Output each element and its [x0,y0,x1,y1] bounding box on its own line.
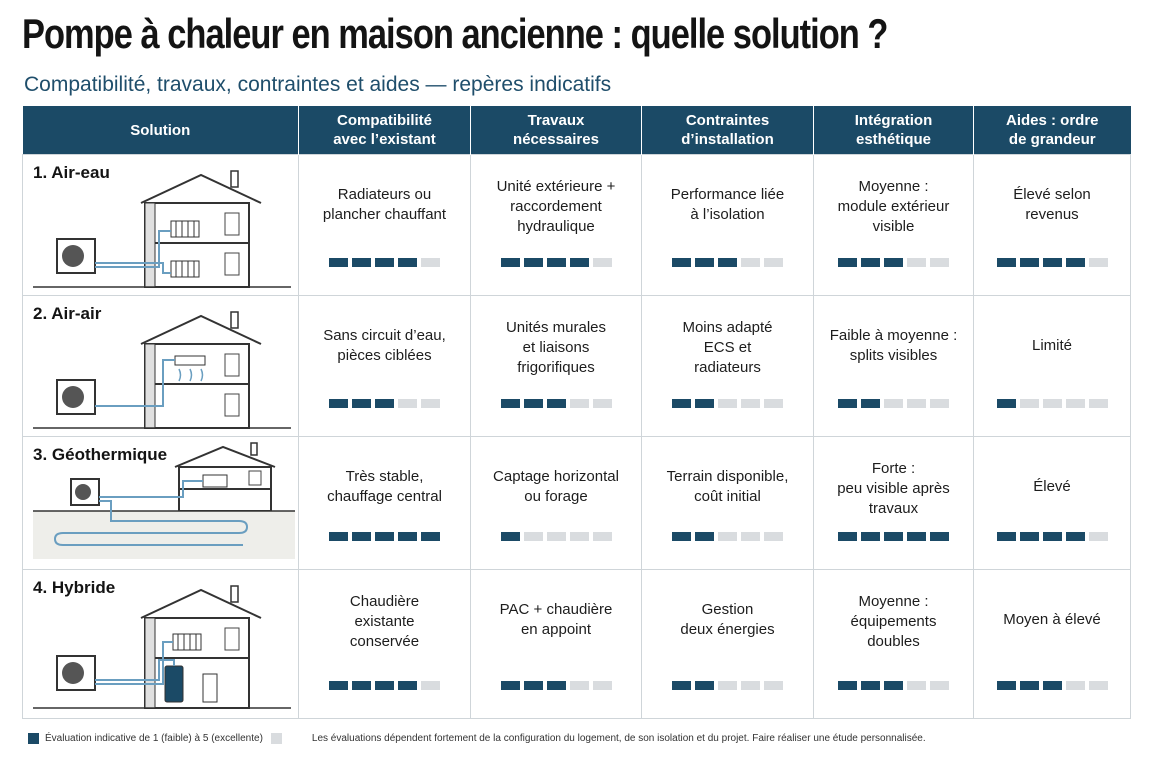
rating-segment-empty [593,399,612,408]
rating-segment-filled [1066,258,1085,267]
cell-text: Élevé [1033,478,1071,495]
rating-segment-empty [764,258,783,267]
cell-text: PAC + chaudière en appoint [499,601,613,638]
solution-label: 1. Air-eau [33,163,110,182]
compatibility-cell [299,155,471,296]
rating-segment-filled [997,532,1016,541]
rating-bar [814,399,973,408]
rating-segment-filled [501,681,520,690]
rating-segment-empty [398,399,417,408]
cell-text: Chaudière existante conservée [349,593,420,650]
rating-segment-filled [1043,532,1062,541]
rating-bar [471,399,641,408]
works-cell [471,155,642,296]
subsidies-cell [974,155,1131,296]
rating-segment-empty [764,399,783,408]
cell-text: Sans circuit d’eau, pièces ciblées [323,327,446,364]
rating-segment-filled [838,681,857,690]
rating-segment-empty [421,399,440,408]
rating-bar [299,681,470,690]
cell-text: Terrain disponible, coût initial [666,468,789,505]
rating-segment-empty [764,681,783,690]
works-cell [471,437,642,570]
cell-text: Élevé selon revenus [1013,186,1091,223]
rating-segment-empty [930,258,949,267]
rating-bar [642,532,813,541]
rating-segment-empty [570,681,589,690]
rating-segment-empty [907,258,926,267]
cell-text: Forte : peu visible après travaux [837,460,950,517]
rating-segment-filled [997,258,1016,267]
rating-segment-filled [329,532,348,541]
rating-segment-filled [421,532,440,541]
rating-segment-empty [1043,399,1062,408]
rating-segment-empty [1089,258,1108,267]
rating-segment-empty [884,399,903,408]
subsidies-cell [974,437,1131,570]
cell-text: Radiateurs ou plancher chauffant [322,186,447,223]
rating-segment-filled [547,258,566,267]
rating-segment-empty [1066,399,1085,408]
rating-segment-empty [930,681,949,690]
subsidies-cell [974,296,1131,437]
rating-segment-filled [997,681,1016,690]
rating-bar [814,681,973,690]
rating-segment-filled [501,532,520,541]
rating-segment-filled [672,681,691,690]
table-header-row [23,106,1131,155]
rating-segment-empty [1089,532,1108,541]
rating-segment-filled [501,399,520,408]
rating-segment-filled [1020,258,1039,267]
solution-cell [23,155,299,296]
rating-segment-filled [352,681,371,690]
constraints-cell [642,155,814,296]
cell-text: Performance liée à l’isolation [670,186,785,223]
header-compatibility: Compatibilité avec l’existant [299,106,471,155]
rating-segment-filled [695,681,714,690]
rating-segment-filled [997,399,1016,408]
rating-segment-filled [1043,681,1062,690]
works-cell [471,296,642,437]
compatibility-cell [299,296,471,437]
cell-text: Moins adapté ECS et radiateurs [682,319,773,376]
rating-segment-empty [764,532,783,541]
solution-cell [23,437,299,570]
rating-segment-empty [570,399,589,408]
rating-segment-filled [1066,532,1085,541]
rating-segment-empty [741,399,760,408]
header-constraints: Contraintes d’installation [642,106,814,155]
rating-segment-filled [861,258,880,267]
rating-segment-filled [375,681,394,690]
rating-segment-filled [838,258,857,267]
cell-text: Très stable, chauffage central [327,468,442,505]
rating-segment-empty [741,258,760,267]
rating-segment-filled [352,258,371,267]
solution-label: 2. Air-air [33,304,102,323]
constraints-cell [642,437,814,570]
rating-bar [974,681,1130,690]
rating-segment-filled [1020,681,1039,690]
page-title: Pompe à chaleur en maison ancienne : quelle solution ? [22,10,888,57]
rating-segment-empty [593,258,612,267]
rating-segment-filled [838,399,857,408]
rating-segment-filled [695,532,714,541]
rating-segment-filled [861,681,880,690]
rating-segment-empty [421,681,440,690]
rating-segment-filled [672,258,691,267]
rating-bar [299,258,470,267]
rating-segment-filled [547,681,566,690]
aesthetics-cell [814,570,974,719]
solution-cell [23,570,299,719]
rating-segment-filled [524,681,543,690]
aesthetics-cell [814,437,974,570]
rating-segment-filled [695,258,714,267]
header-solution: Solution [23,106,299,155]
table-row [23,296,1131,437]
cell-text: Unités murales et liaisons frigorifiques [505,319,607,376]
rating-segment-empty [907,399,926,408]
compatibility-cell [299,437,471,570]
cell-text: Gestion deux énergies [680,601,775,638]
rating-segment-filled [375,399,394,408]
rating-segment-filled [930,532,949,541]
cell-text: Limité [1031,337,1072,354]
solution-label: 3. Géothermique [33,445,168,464]
rating-segment-filled [524,399,543,408]
rating-segment-filled [570,258,589,267]
rating-bar [642,681,813,690]
rating-segment-filled [1043,258,1062,267]
subsidies-cell [974,570,1131,719]
header-subsidies: Aides : ordre de grandeur [974,106,1131,155]
rating-bar [642,399,813,408]
rating-segment-empty [718,681,737,690]
rating-segment-filled [861,399,880,408]
rating-segment-filled [398,532,417,541]
rating-segment-filled [398,681,417,690]
rating-segment-empty [907,681,926,690]
table-row [23,570,1131,719]
aesthetics-cell [814,296,974,437]
rating-segment-filled [524,258,543,267]
rating-segment-filled [695,399,714,408]
rating-segment-filled [375,532,394,541]
legend-empty-swatch [271,733,282,744]
rating-segment-filled [672,399,691,408]
cell-text: Captage horizontal ou forage [493,468,619,505]
rating-segment-filled [1020,532,1039,541]
rating-segment-empty [741,532,760,541]
rating-segment-empty [524,532,543,541]
table-row [23,437,1131,570]
rating-segment-empty [1089,399,1108,408]
legend-filled-swatch [28,733,39,744]
rating-segment-empty [1020,399,1039,408]
rating-segment-filled [547,399,566,408]
rating-segment-empty [570,532,589,541]
cell-text: Moyen à élevé [1003,611,1101,628]
rating-segment-filled [398,258,417,267]
rating-segment-empty [718,532,737,541]
rating-segment-empty [1089,681,1108,690]
rating-segment-filled [501,258,520,267]
rating-segment-filled [907,532,926,541]
legend-footer [28,733,926,744]
rating-bar [974,258,1130,267]
rating-bar [974,399,1130,408]
rating-bar [814,258,973,267]
rating-bar [471,258,641,267]
rating-segment-empty [593,532,612,541]
works-cell [471,570,642,719]
rating-segment-filled [352,532,371,541]
cell-text: Faible à moyenne : splits visibles [829,327,958,364]
solution-label: 4. Hybride [33,578,116,597]
rating-bar [471,681,641,690]
rating-bar [299,399,470,408]
header-aesthetics: Intégration esthétique [814,106,974,155]
rating-segment-filled [352,399,371,408]
comparison-table [22,106,1131,719]
rating-bar [299,532,470,541]
cell-text: Moyenne : module extérieur visible [837,178,950,235]
aesthetics-cell [814,155,974,296]
rating-bar [974,532,1130,541]
constraints-cell [642,570,814,719]
page-subtitle: Compatibilité, travaux, contraintes et aides — repères indicatifs [24,73,612,96]
rating-segment-filled [884,532,903,541]
solution-cell [23,296,299,437]
rating-segment-filled [329,681,348,690]
rating-bar [814,532,973,541]
rating-segment-filled [718,258,737,267]
rating-bar [642,258,813,267]
rating-segment-filled [329,399,348,408]
rating-segment-empty [547,532,566,541]
cell-text: Unité extérieure + raccordement hydraulique [496,178,616,235]
compatibility-cell [299,570,471,719]
constraints-cell [642,296,814,437]
rating-segment-empty [1066,681,1085,690]
rating-bar [471,532,641,541]
rating-segment-empty [741,681,760,690]
rating-segment-filled [838,532,857,541]
rating-segment-filled [329,258,348,267]
rating-segment-empty [421,258,440,267]
rating-segment-empty [930,399,949,408]
header-works: Travaux nécessaires [471,106,642,155]
table-row [23,155,1131,296]
legend-text: Évaluation indicative de 1 (faible) à 5 (excellente) [45,733,263,744]
rating-segment-filled [861,532,880,541]
rating-segment-filled [884,258,903,267]
footer-note: Les évaluations dépendent fortement de la configuration du logement, de son isolation et du projet. Faire réaliser une étude personnalisée. [311,733,926,744]
rating-segment-empty [718,399,737,408]
rating-segment-filled [672,532,691,541]
rating-segment-filled [884,681,903,690]
rating-segment-filled [375,258,394,267]
rating-segment-empty [593,681,612,690]
cell-text: Moyenne : équipements doubles [850,593,937,650]
